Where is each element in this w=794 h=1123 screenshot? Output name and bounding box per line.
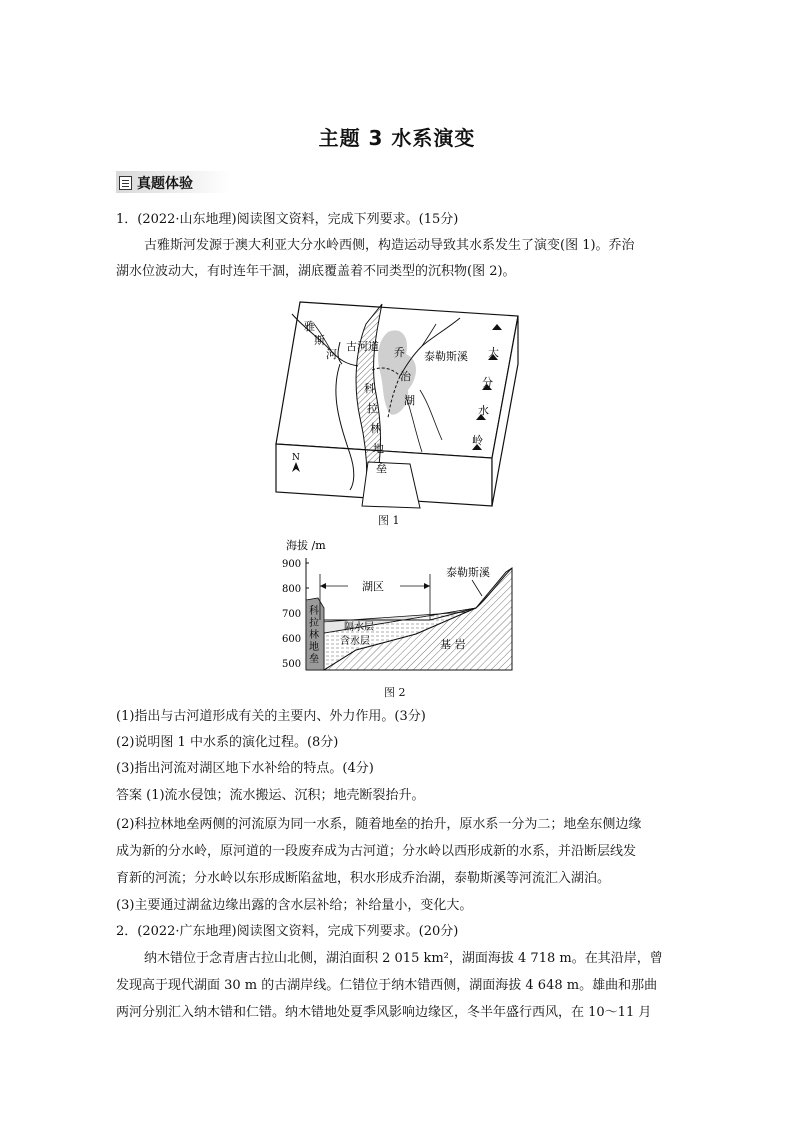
fig2-ytick-600: 600 <box>282 634 302 645</box>
fig1-label-he: 河 <box>326 348 337 361</box>
question-1-para-line-1: 古雅斯河发源于澳大利亚大分水岭西侧，构造运动导致其水系发生了演变(图 1)。乔治 <box>144 238 635 253</box>
fig1-label-ya: 雅 <box>304 320 315 333</box>
question-1-para-line-2: 湖水位波动大，有时连年干涸，湖底覆盖着不同类型的沉积物(图 2)。 <box>116 264 516 279</box>
question-1-sub-3: (3)指出河流对湖区地下水补给的特点。(4分) <box>116 761 374 776</box>
fig1-label-di: 地 <box>373 442 384 455</box>
fig1-label-shui: 水 <box>478 404 489 417</box>
fig2-ytick-800: 800 <box>282 584 302 595</box>
question-2-header: 2．(2022·广东地理)阅读图文资料，完成下列要求。(20分) <box>116 924 459 939</box>
question-1-sub-1: (1)指出与古河道形成有关的主要内、外力作用。(3分) <box>116 709 426 724</box>
fig2-tailesi-label: 泰勒斯溪 <box>446 566 490 579</box>
fig2-ytick-500: 500 <box>282 659 302 670</box>
document-icon <box>119 176 132 190</box>
answer-2-line-2: 成为新的分水岭，原河道的一段废弃成为古河道；分水岭以西形成新的水系，并沿断层线发 <box>116 844 637 859</box>
question-2-line-3: 两河分别汇入纳木错和仁错。纳木错地处夏季风影响边缘区，冬半年盛行西风，在 10～11 月 <box>116 1005 652 1020</box>
question-2-line-1: 纳木错位于念青唐古拉山北侧，湖泊面积 2 015 km²，湖面海拔 4 718 m。在其沿岸，曾 <box>144 951 663 966</box>
fig2-aquifer-label: 含水层 <box>340 636 370 647</box>
fig1-label-ling: 岭 <box>472 434 483 447</box>
page-title: 主题 3 水系演变 <box>318 126 476 150</box>
figure-1-caption: 图 1 <box>378 514 400 527</box>
fig2-horst-lei: 垒 <box>309 654 319 665</box>
fig1-label-qiao: 乔 <box>394 346 405 359</box>
fig2-ylabel: 海拔 /m <box>286 539 326 552</box>
fig2-ytick-700: 700 <box>282 609 302 620</box>
fig1-label-ke: 科 <box>364 382 375 395</box>
fig1-label-da: 大 <box>488 346 499 359</box>
fig1-label-lei: 垒 <box>376 462 387 475</box>
question-2-line-2: 发现高于现代湖面 30 m 的古湖岸线。仁错位于纳木错西侧，湖面海拔 4 648 m。雄曲和那曲 <box>116 978 658 993</box>
fig2-aquitard-label: 隔水层 <box>344 622 374 633</box>
fig1-label-tailesi: 泰勒斯溪 <box>424 350 468 363</box>
fig1-label-si: 斯 <box>314 334 325 347</box>
answer-2-line-1: (2)科拉林地垒两侧的河流原为同一水系，随着地垒的抬升，原水系一分为二；地垒东侧边缘 <box>116 817 642 832</box>
answer-3: (3)主要通过湖盆边缘出露的含水层补给；补给量小，变化大。 <box>116 898 473 913</box>
fig1-label-hu: 湖 <box>404 394 415 407</box>
section-header <box>116 171 230 193</box>
fig2-ytick-900: 900 <box>282 559 302 570</box>
answer-1: 答案 (1)流水侵蚀；流水搬运、沉积；地壳断裂抬升。 <box>116 788 425 803</box>
fig1-label-zhi: 治 <box>400 370 411 383</box>
fig1-label-fen: 分 <box>482 376 493 389</box>
answer-2-line-3: 育新的河流；分水岭以东形成断陷盆地，积水形成乔治湖，泰勒斯溪等河流汇入湖泊。 <box>116 871 611 886</box>
fig1-label-lin: 林 <box>370 422 381 435</box>
fig2-horst-lin: 林 <box>309 630 319 641</box>
fig2-horst-di: 地 <box>309 642 319 653</box>
section-label: 真题体验 <box>137 176 193 192</box>
fig2-bedrock-label: 基 岩 <box>440 638 466 651</box>
figure-1-block-diagram <box>270 294 532 510</box>
fig1-label-la: 拉 <box>367 402 378 415</box>
fig2-lake-zone-label: 湖区 <box>362 580 384 593</box>
fig1-label-old-channel: 古河道 <box>346 340 379 353</box>
fig2-horst-ke: 科 <box>309 606 319 617</box>
fig2-horst-la: 拉 <box>309 618 319 629</box>
question-1-header: 1．(2022·山东地理)阅读图文资料，完成下列要求。(15分) <box>116 212 459 227</box>
question-1-sub-2: (2)说明图 1 中水系的演化过程。(8分) <box>116 735 339 750</box>
figure-2-caption: 图 2 <box>384 686 406 699</box>
north-label: N <box>292 453 300 463</box>
figure-2-cross-section <box>276 538 518 678</box>
